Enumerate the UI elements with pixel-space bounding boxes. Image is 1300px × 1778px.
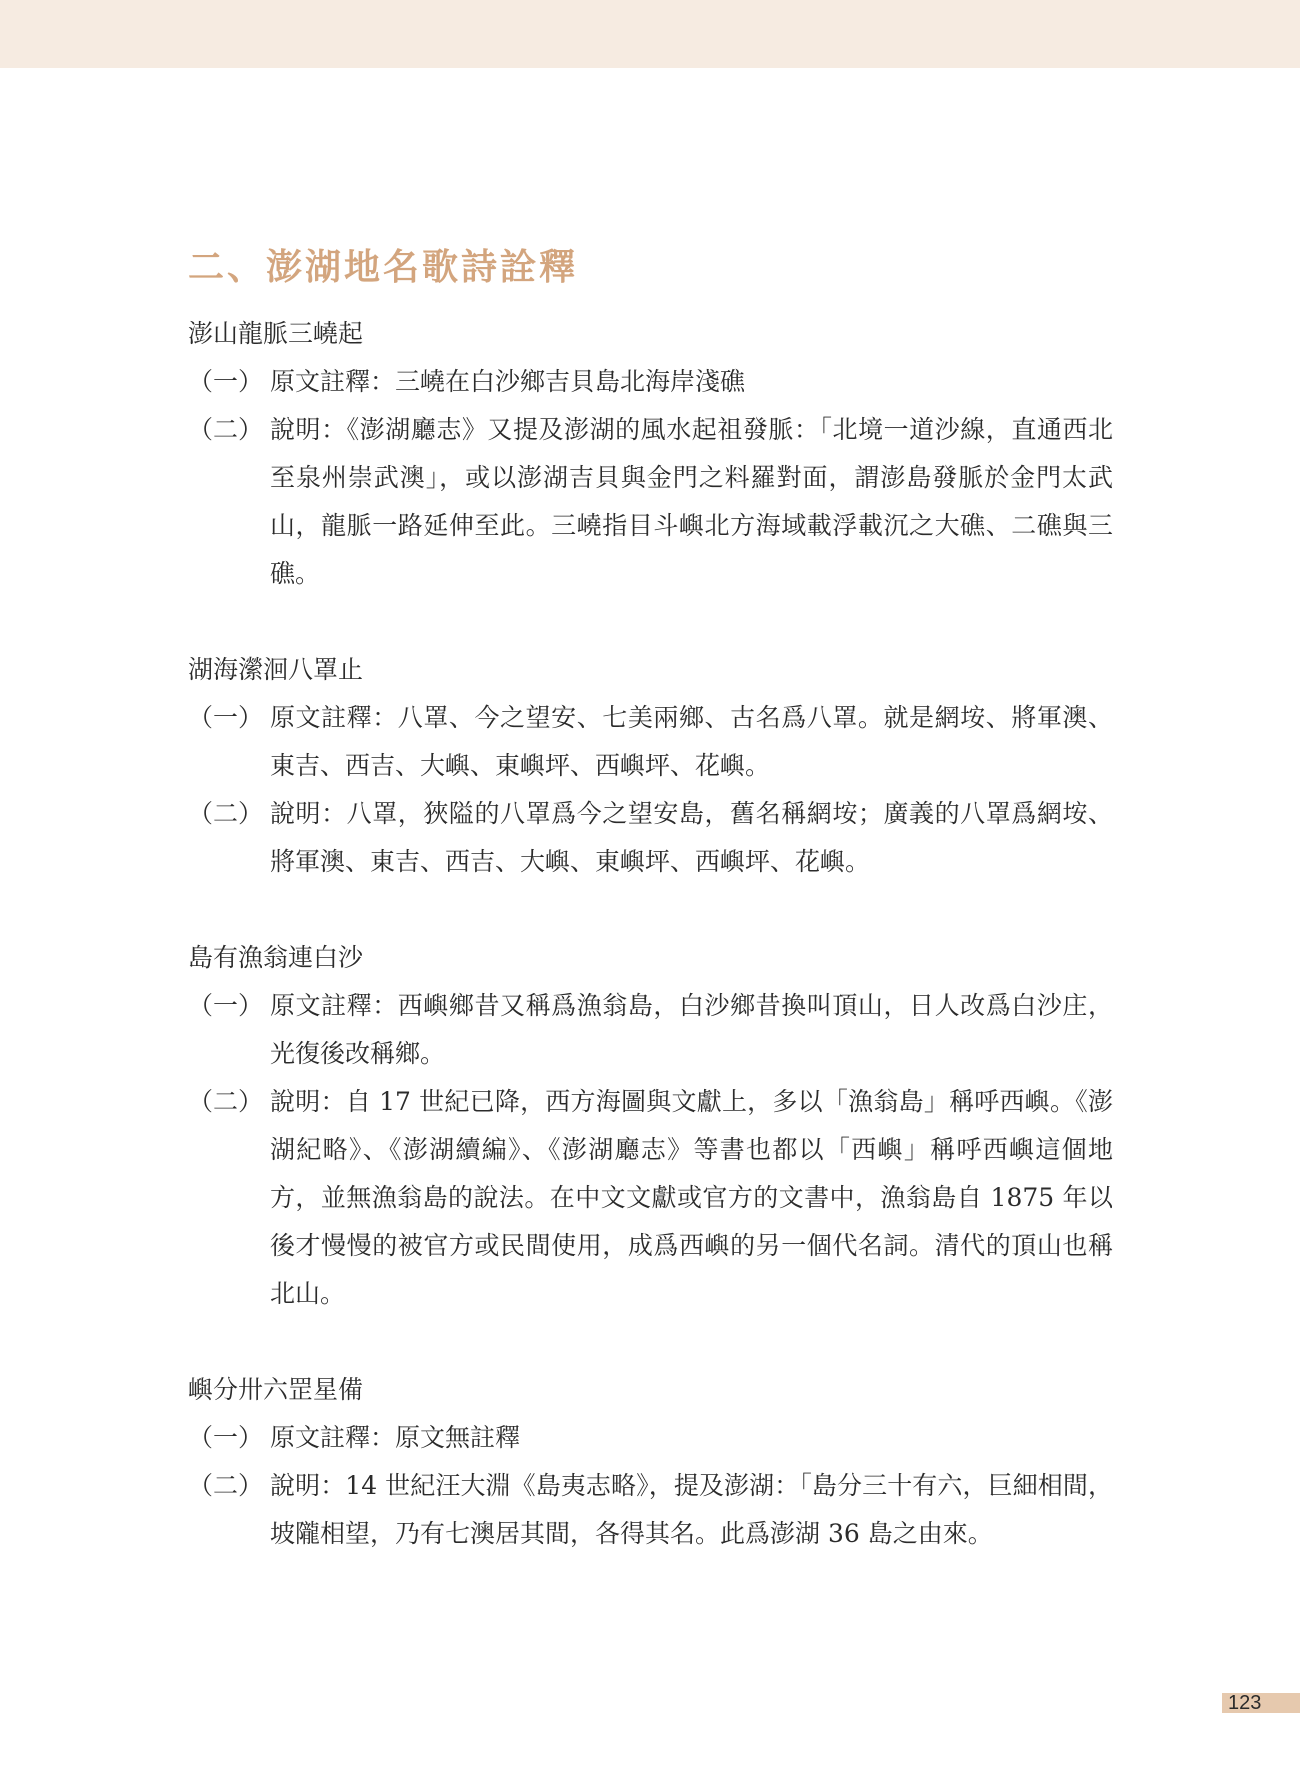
header-band <box>0 0 1300 68</box>
note-item <box>188 406 1113 598</box>
page-body <box>188 240 1113 1606</box>
entry-2 <box>188 646 1113 886</box>
note-text: 說明：自 17 世紀已降，西方海圖與文獻上，多以「漁翁島」稱呼西嶼。《澎湖紀略》、《澎湖續編》、《澎湖廳志》等書也都以「西嶼」稱呼西嶼這個地方，並無漁翁島的說法。在中文文獻或官方的文書中，漁翁島自 1875 年以後才慢慢的被官方或民間使用，成爲西嶼的另一個代名詞。清代的頂山也稱北山。 <box>270 1087 1113 1308</box>
verse-line: 澎山龍脈三嶢起 <box>188 319 364 348</box>
note-marker: （一） <box>188 703 264 732</box>
note-text: 說明：《澎湖廳志》又提及澎湖的風水起祖發脈：「北境一道沙線，直通西北至泉州崇武澳」，或以澎湖吉貝與金門之料羅對面，謂澎島發脈於金門太武山，龍脈一路延伸至此。三嶢指目斗嶼北方海域載浮載沉之大礁、二礁與三礁。 <box>270 415 1113 588</box>
verse-line: 湖海瀠洄八罩止 <box>188 655 364 684</box>
note-text: 原文註釋：原文無註釋 <box>270 1423 521 1452</box>
section-title: 二、澎湖地名歌詩詮釋 <box>188 247 579 288</box>
note-marker: （一） <box>188 1423 264 1452</box>
note-item <box>188 1414 1113 1462</box>
page-number: 123 <box>1228 1692 1262 1714</box>
verse-line: 島有漁翁連白沙 <box>188 943 364 972</box>
note-text: 原文註釋：西嶼鄉昔又稱爲漁翁島，白沙鄉昔換叫頂山，日人改爲白沙庄，光復後改稱鄉。 <box>270 991 1113 1068</box>
note-text: 原文註釋：三嶢在白沙鄉吉貝島北海岸淺礁 <box>270 367 746 396</box>
note-marker: （二） <box>188 799 264 828</box>
verse-line: 嶼分卅六罡星備 <box>188 1375 364 1404</box>
entry-3 <box>188 934 1113 1318</box>
note-item <box>188 1462 1113 1558</box>
note-marker: （二） <box>188 1471 264 1500</box>
note-item <box>188 790 1113 886</box>
note-text: 說明：14 世紀汪大淵《島夷志略》，提及澎湖：「島分三十有六，巨細相間，坡隴相望，乃有七澳居其間，各得其名。此爲澎湖 36 島之由來。 <box>270 1471 1113 1548</box>
note-text: 說明：八罩，狹隘的八罩爲今之望安島，舊名稱網垵；廣義的八罩爲網垵、將軍澳、東吉、西吉、大嶼、東嶼坪、西嶼坪、花嶼。 <box>270 799 1113 876</box>
note-marker: （一） <box>188 367 264 396</box>
note-item <box>188 358 1113 406</box>
note-text: 原文註釋：八罩、今之望安、七美兩鄉、古名爲八罩。就是網垵、將軍澳、東吉、西吉、大嶼、東嶼坪、西嶼坪、花嶼。 <box>270 703 1113 780</box>
note-marker: （一） <box>188 991 264 1020</box>
entry-4 <box>188 1366 1113 1558</box>
note-item <box>188 1078 1113 1318</box>
note-item <box>188 982 1113 1078</box>
note-marker: （二） <box>188 1087 264 1116</box>
note-item <box>188 694 1113 790</box>
entry-1 <box>188 310 1113 598</box>
note-marker: （二） <box>188 415 264 444</box>
